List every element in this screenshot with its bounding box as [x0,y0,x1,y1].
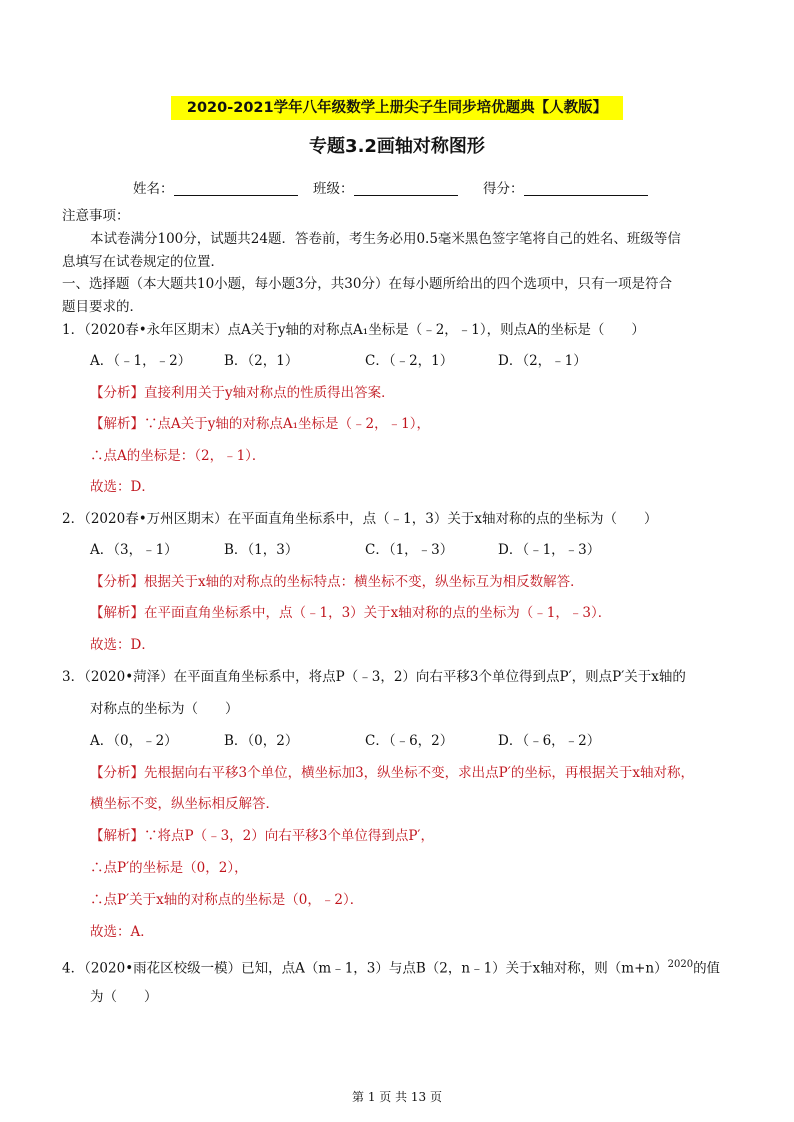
score-label: 得分： [483,181,524,197]
score-blank[interactable] [524,181,648,196]
question-1-solution-line-2: ∴点A的坐标是：（2，﹣1）． [90,448,266,464]
class-blank[interactable] [354,181,458,196]
question-1-analysis: 【分析】直接利用关于y轴对称点的性质得出答案． [90,385,395,401]
question-2-analysis: 【分析】根据关于x轴的对称点的坐标特点：横坐标不变，纵坐标互为相反数解答． [90,574,584,590]
question-1-answer: 故选：D． [90,479,155,495]
name-label: 姓名： [133,181,174,197]
notes-text-line-2: 息填写在试卷规定的位置． [62,254,224,270]
question-3-option-c: C．（﹣6，2） [365,733,454,749]
question-4-stem-line-1 [62,955,720,979]
name-field[interactable] [133,177,298,197]
question-2-answer: 故选：D． [90,637,155,653]
question-1-option-a: A．（﹣1，﹣2） [90,353,192,369]
notes-text-line-1: 本试卷满分100分，试题共24题．答卷前，考生务必用0.5毫米黑色签字笔将自己的姓名、班级等信 [90,231,681,247]
question-3-stem-line-2: 对称点的坐标为（ ） [90,701,239,717]
question-3-option-a: A．（0，﹣2） [90,733,178,749]
question-1-option-c: C．（﹣2，1） [365,353,454,369]
page-footer: 第 1 页 共 13 页 [352,1090,442,1104]
question-3-option-d: D．（﹣6，﹣2） [498,733,601,749]
name-blank[interactable] [174,181,298,196]
question-3-answer: 故选：A． [90,924,154,940]
question-2-option-a: A．（3，﹣1） [90,542,178,558]
question-3-solution-line-3: ∴点P′关于x轴的对称点的坐标是（0，﹣2）． [90,892,364,908]
question-3-solution-line-2: ∴点P′的坐标是（0，2）， [90,860,248,876]
question-4-exponent: 2020 [667,959,694,970]
section-instructions-line-1: 一、选择题（本大题共10小题，每小题3分，共30分）在每小题所给出的四个选项中，只有一项是符合 [62,276,672,292]
class-field[interactable] [313,177,458,197]
section-instructions-line-2: 题目要求的． [62,299,143,315]
question-2-option-c: C．（1，﹣3） [365,542,454,558]
question-3-stem-line-1: 3．（2020•菏泽）在平面直角坐标系中，将点P（﹣3，2）向右平移3个单位得到点P′，则点P′关于x轴的 [62,669,686,685]
question-2-option-d: D．（﹣1，﹣3） [498,542,601,558]
page-title: 专题3.2画轴对称图形 [309,136,485,157]
class-label: 班级： [313,181,354,197]
question-3-solution-line-1: 【解析】∵将点P（﹣3，2）向右平移3个单位得到点P′， [90,828,434,844]
question-2-solution-line-1: 【解析】在平面直角坐标系中，点（﹣1，3）关于x轴对称的点的坐标为（﹣1，﹣3）． [90,605,612,621]
question-1-solution-line-1: 【解析】∵点A关于y轴的对称点A₁坐标是（﹣2，﹣1）， [90,416,430,432]
question-2-stem: 2．（2020春•万州区期末）在平面直角坐标系中，点（﹣1，3）关于x轴对称的点的坐标为（ ） [62,511,658,527]
question-3-analysis-line-2: 横坐标不变，纵坐标相反解答． [90,796,279,812]
question-4-stem-text: 4．（2020•雨花区校级一模）已知，点A（m﹣1，3）与点B（2，n﹣1）关于x轴对称，则（m+n） [62,960,668,977]
score-field[interactable] [483,177,648,197]
question-3-analysis-line-1: 【分析】先根据向右平移3个单位，横坐标加3，纵坐标不变，求出点P′的坐标，再根据关于x轴对称， [90,765,694,781]
question-2-option-b: B．（1，3） [224,542,299,558]
notes-heading: 注意事项： [62,208,130,224]
question-1-option-d: D．（2，﹣1） [498,353,587,369]
exam-series-banner: 2020-2021学年八年级数学上册尖子生同步培优题典【人教版】 [171,96,623,120]
question-4-stem-tail: 的值 [693,960,721,977]
question-3-option-b: B．（0，2） [224,733,299,749]
question-4-stem-line-2: 为（ ） [90,989,158,1005]
question-1-option-b: B．（2，1） [224,353,299,369]
question-1-stem: 1．（2020春•永年区期末）点A关于y轴的对称点A₁坐标是（﹣2，﹣1），则点A的坐标是（ ） [62,322,645,338]
